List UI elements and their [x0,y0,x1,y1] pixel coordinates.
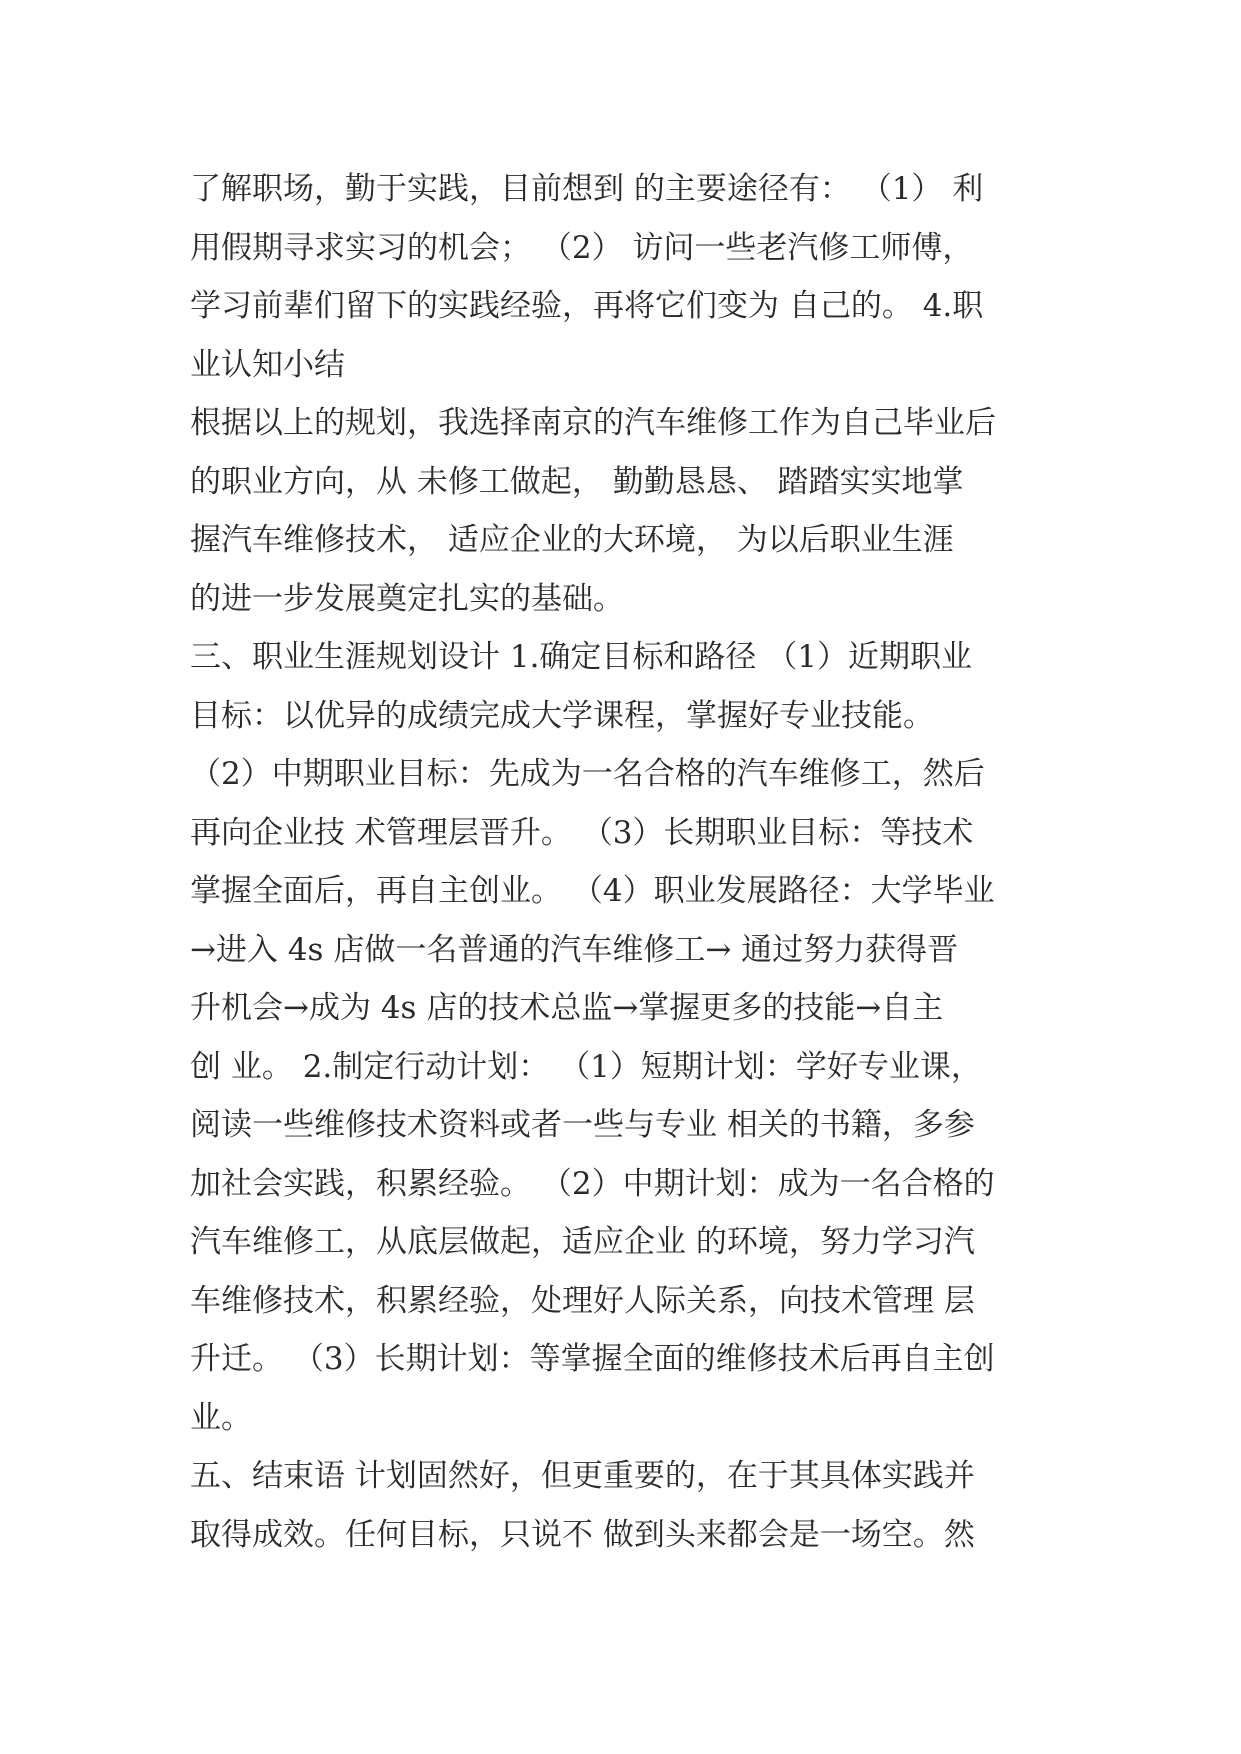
text-line: 学习前辈们留下的实践经验，再将它们变为 自己的。 4.职 [190,288,984,324]
text-line: 的职业方向，从 未修工做起， 勤勤恳恳、 踏踏实实地掌 [190,463,964,500]
text-line: 握汽车维修技术， 适应企业的大环境， 为以后职业生涯 [190,522,954,558]
text-line: 再向企业技 术管理层晋升。 （3）长期职业目标：等技术 [190,814,974,851]
text-line: 目标：以优异的成绩完成大学课程，掌握好专业技能。 [190,697,934,734]
text-line: 创 业。 2.制定行动计划： （1）短期计划：学好专业课， [190,1048,982,1085]
text-line: 了解职场，勤于实践，目前想到 的主要途径有： （1） 利 [190,171,984,207]
text-line: （2）中期职业目标：先成为一名合格的汽车维修工，然后 [190,756,985,792]
text-line: 升迁。 （3）长期计划：等掌握全面的维修技术后再自主创 [190,1341,995,1377]
text-line: 取得成效。任何目标，只说不 做到头来都会是一场空。然 [190,1516,975,1553]
text-line: 的进一步发展奠定扎实的基础。 [190,580,624,617]
text-line: 升机会→成为 4s 店的技术总监→掌握更多的技能→自主 [190,990,944,1026]
text-line: 三、职业生涯规划设计 1.确定目标和路径 （1）近期职业 [190,639,973,675]
text-line: →进入 4s 店做一名普通的汽车维修工→ 通过努力获得晋 [190,931,959,968]
text-line: 加社会实践，积累经验。 （2）中期计划：成为一名合格的 [190,1165,995,1202]
text-line: 阅读一些维修技术资料或者一些与专业 相关的书籍，多参 [190,1107,975,1143]
text-line: 根据以上的规划，我选择南京的汽车维修工作为自己毕业后 [190,405,996,441]
text-line: 业。 [190,1399,252,1436]
body-text [190,160,1070,1564]
text-line: 汽车维修工，从底层做起，适应企业 的环境，努力学习汽 [190,1224,975,1260]
text-line: 掌握全面后，再自主创业。 （4）职业发展路径：大学毕业 [190,873,995,909]
text-line: 五、结束语 计划固然好，但更重要的，在于其具体实践并 [190,1458,975,1494]
text-line: 业认知小结 [190,346,345,383]
text-line: 用假期寻求实习的机会； （2） 访问一些老汽修工师傅， [190,229,974,266]
text-line: 车维修技术，积累经验，处理好人际关系，向技术管理 层 [190,1282,975,1319]
